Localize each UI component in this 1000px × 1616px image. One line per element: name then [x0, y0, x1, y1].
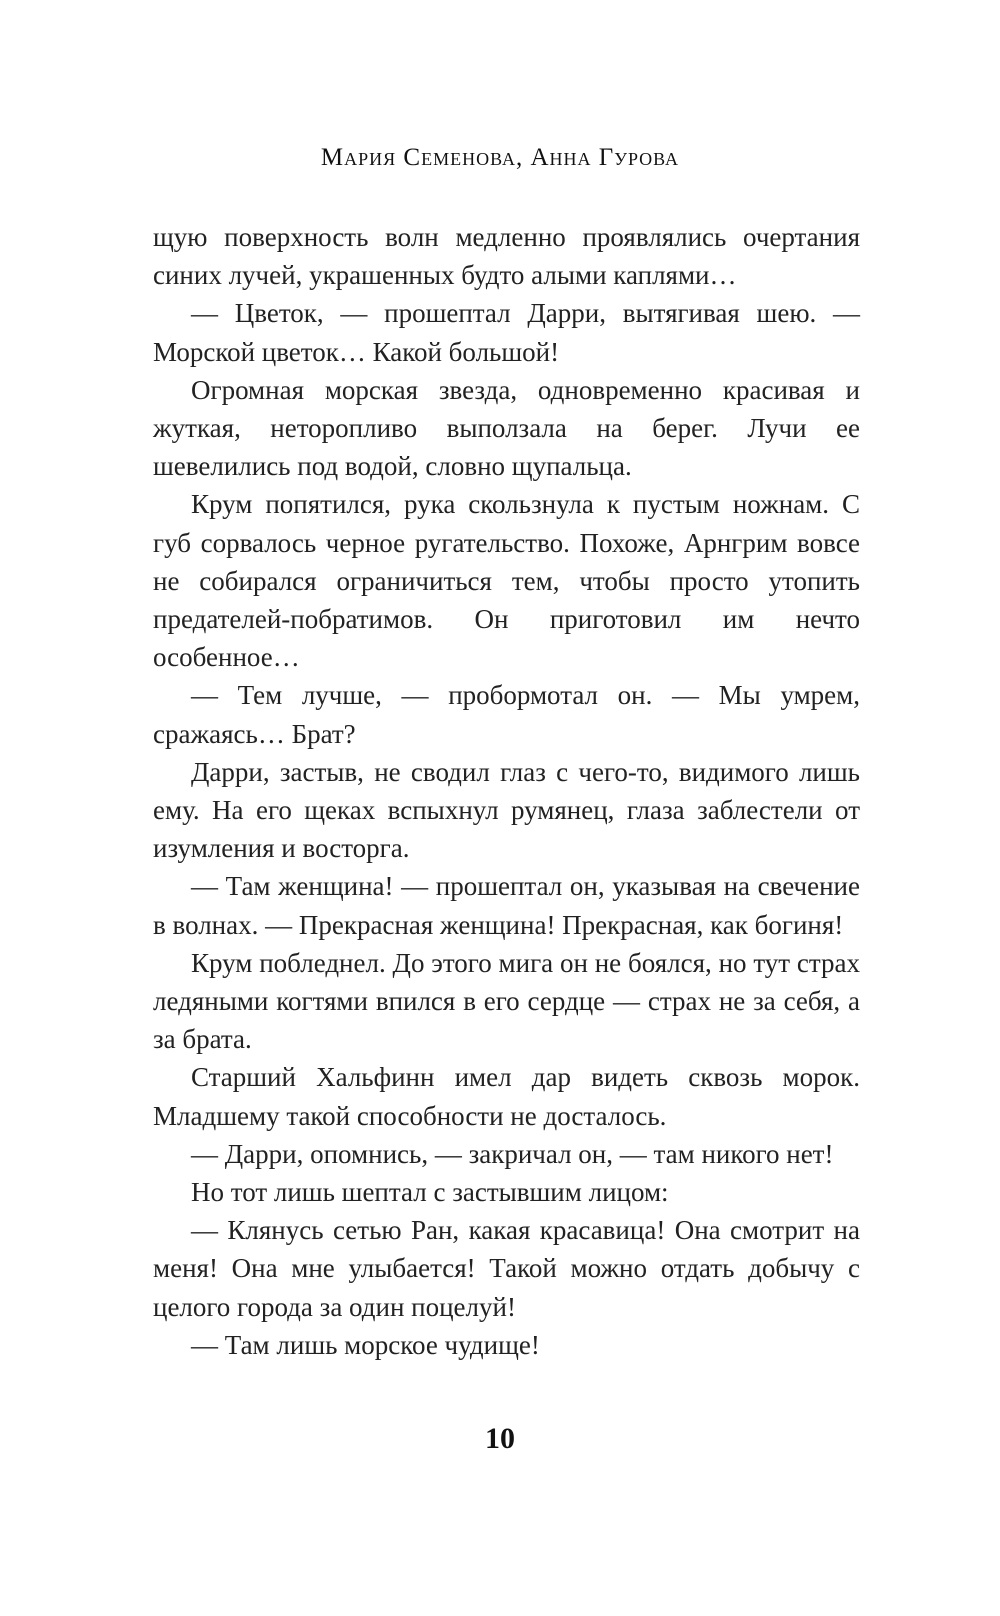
running-header: Мария Семенова, Анна Гурова: [320, 144, 680, 171]
paragraph: Крум побледнел. До этого мига он не боялся, но тут страх ледяными когтями впился в его сердце — страх не за себя, а за брата.: [153, 947, 860, 1055]
paragraph: — Тем лучше, — пробормотал он. — Мы умрем, сражаясь… Брат?: [153, 680, 860, 749]
body-text: [153, 218, 860, 1364]
paragraph: Дарри, застыв, не сводил глаз с чего-то, видимого лишь ему. На его щеках вспыхнул румянец, глаза заблестели от изумления и восторга.: [153, 756, 860, 864]
paragraph: Огромная морская звезда, одновременно красивая и жуткая, неторопливо выползала на берег. Лучи ее шевелились под водой, словно щупальца.: [153, 374, 860, 482]
paragraph: Старший Хальфинн имел дар видеть сквозь морок. Младшему такой способности не досталось.: [153, 1062, 860, 1131]
paragraph: — Клянусь сетью Ран, какая красавица! Она смотрит на меня! Она мне улыбается! Такой можно отдать добычу с целого города за один поцелуй!: [153, 1215, 860, 1322]
paragraph: — Там лишь морское чудище!: [191, 1329, 540, 1360]
paragraph: — Цветок, — прошептал Дарри, вытягивая шею. — Морской цветок… Какой большой!: [153, 298, 860, 367]
paragraph: — Дарри, опомнись, — закричал он, — там никого нет!: [191, 1138, 834, 1169]
paragraph: Крум попятился, рука скользнула к пустым ножнам. С губ сорвалось черное ругательство. Похоже, Арнгрим вовсе не собирался ограничиться тем, чтобы просто утопить предателей-побратимов. Он приготовил им нечто особенное…: [153, 489, 860, 673]
paragraph: щую поверхность волн медленно проявлялись очертания синих лучей, украшенных будто алыми каплями…: [153, 222, 860, 291]
paragraph: — Там женщина! — прошептал он, указывая на свечение в волнах. — Прекрасная женщина! Прекрасная, как богиня!: [153, 871, 860, 940]
page-number: 10: [485, 1422, 515, 1455]
paragraph: Но тот лишь шептал с застывшим лицом:: [191, 1177, 669, 1208]
